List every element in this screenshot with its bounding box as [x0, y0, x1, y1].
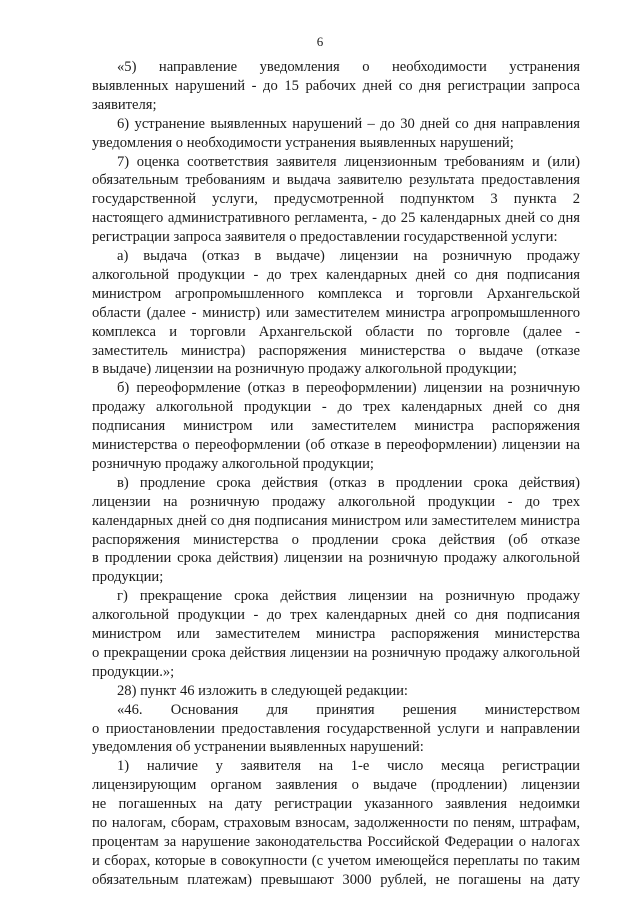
text-line: в выдаче) лицензии на розничную продажу алкогольной продукции;	[92, 361, 517, 378]
text-line: регистрации запроса заявителя о предоставлении государственной услуги:	[92, 229, 558, 246]
text-line: обязательным платежам) превышают 3000 рублей, не погашены на дату	[92, 871, 580, 888]
text-line: области (далее - министр) или заместителем министра агропромышленного	[92, 304, 580, 321]
text-line: о прекращении срока действия лицензии на розничную продажу алкогольной	[92, 644, 580, 661]
text-line: «46. Основания для принятия решения министерством	[117, 701, 580, 718]
text-line: министром или заместителем министра распоряжения министерства	[92, 626, 580, 642]
text-line: настоящего административного регламента, - до 25 календарных дней со дня	[92, 210, 580, 227]
text-line: г) прекращение срока действия лицензии на розничную продажу	[117, 588, 580, 605]
text-line: по налогам, сборам, страховым взносам, задолженности по пеням, штрафам,	[92, 815, 580, 831]
text-line: процентам за нарушение законодательства Российской Федерации о налогах	[92, 833, 580, 850]
page-number: 6	[316, 34, 324, 49]
text-line: государственной услуги, предусмотренной подпунктом 3 пункта 2	[92, 191, 580, 208]
text-line: лицензии на розничную продажу алкогольной продукции - до трех	[92, 493, 580, 510]
text-line: выявленных нарушений - до 15 рабочих дней со дня регистрации запроса	[92, 77, 580, 94]
text-line: распоряжения министерства о продлении срока действия (об отказе	[92, 531, 580, 548]
text-line: продукции.»;	[92, 663, 175, 680]
text-line: и сборах, которые в совокупности (с учетом имеющейся переплаты по таким	[92, 852, 580, 869]
text-line: лицензирующим органом заявления о выдаче (продлении) лицензии	[92, 777, 580, 794]
text-line: министерства о переоформлении (об отказе в переоформлении) лицензии на	[92, 437, 580, 453]
text-line: 6) устранение выявленных нарушений – до 30 дней со дня направления	[117, 115, 580, 132]
text-line: в продлении срока действия) лицензии на розничную продажу алкогольной	[92, 550, 580, 567]
text-line: алкогольной продукции - до трех календарных дней со дня подписания	[92, 607, 580, 624]
text-line: б) переоформление (отказ в переоформлении) лицензии на розничную	[117, 380, 580, 397]
text-line: алкогольной продукции - до трех календарных дней со дня подписания	[92, 266, 580, 283]
text-line: 1) наличие у заявителя на 1-е число месяца регистрации	[117, 758, 580, 775]
text-line: 28) пункт 46 изложить в следующей редакции:	[117, 682, 408, 699]
text-line: календарных дней со дня подписания министром или заместителем министра	[92, 512, 580, 529]
text-line: в) продление срока действия (отказ в продлении срока действия)	[117, 474, 580, 491]
text-line: уведомления об устранении выявленных нарушений:	[92, 739, 424, 756]
text-line: министром агропромышленного комплекса и торговли Архангельской	[92, 285, 580, 302]
text-line: уведомления о необходимости устранения выявленных нарушений;	[92, 134, 514, 151]
text-line: заявителя;	[92, 96, 157, 113]
text-line: а) выдача (отказ в выдаче) лицензии на розничную продажу	[117, 248, 580, 264]
text-line: заместитель министра) распоряжения министерства о выдаче (отказе	[92, 342, 580, 359]
text-line: комплекса и торговли Архангельской области по торговле (далее -	[92, 323, 580, 340]
text-line: обязательным требованиям и выдача заявителю результата предоставления	[92, 172, 580, 189]
text-line: о приостановлении предоставления государственной услуги и направлении	[92, 720, 580, 737]
text-line: подписания министром или заместителем министра распоряжения	[92, 418, 580, 435]
text-line: «5) направление уведомления о необходимости устранения	[117, 59, 580, 75]
text-line: розничную продажу алкогольной продукции;	[92, 455, 374, 472]
text-line: 7) оценка соответствия заявителя лицензионным требованиям и (или)	[117, 153, 580, 170]
text-line: не погашенных на дату регистрации указанного заявления недоимки	[92, 796, 580, 813]
text-line: продукции;	[92, 569, 164, 586]
text-line: продажу алкогольной продукции - до трех календарных дней со дня	[92, 399, 580, 416]
